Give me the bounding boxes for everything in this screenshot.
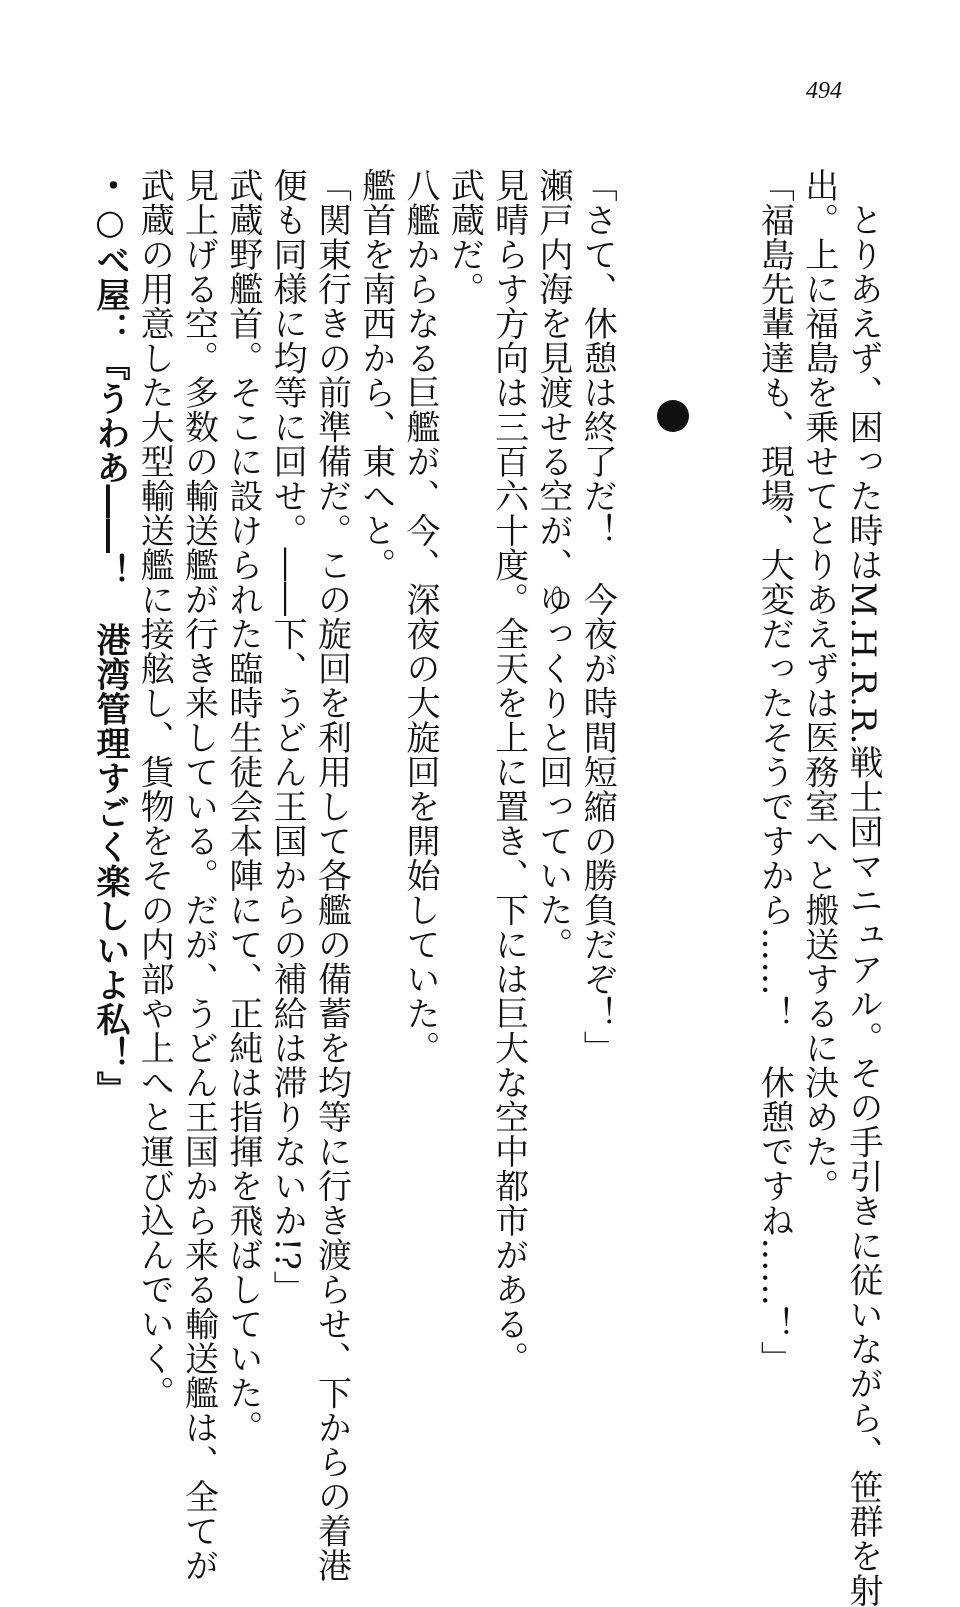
text-line bbox=[619, 168, 663, 1298]
text-line: 艦首を南西から、東へと。 bbox=[355, 168, 396, 582]
text-line: とりあえず、困った時はM.H.R.R.戦士団マニュアル。その手引きに従いながら、笹群を射 bbox=[843, 168, 883, 1607]
text-line: 見晴らす方向は三百六十度。全天を上に置き、下には巨大な空中都市がある。 bbox=[488, 168, 529, 1376]
page-number: 494 bbox=[806, 78, 842, 104]
text-line: 八艦からなる巨艦が、今、深夜の大旋回を開始していた。 bbox=[400, 168, 441, 1065]
text-line: 「さて、休憩は終了だ！ 今夜が時間短縮の勝負だぞ！」 bbox=[577, 168, 618, 1065]
text-line: 「福島先輩達も、現場、大変だったそうですから……！ 休憩ですね……！」 bbox=[754, 168, 795, 1376]
text-line: 便も同様に均等に回せ。――下、うどん王国からの補給は滞りないか!?」 bbox=[267, 168, 308, 1305]
vertical-text-body bbox=[89, 168, 885, 1607]
text-line: ・○べ屋：『うわあ――！ 港湾管理すごく楽しいよ私！』 bbox=[89, 168, 130, 1106]
text-line bbox=[664, 168, 708, 1298]
text-line: 出。上に福島を乗せてとりあえずは医務室へと搬送するに決めた。 bbox=[798, 168, 839, 1203]
text-line: 瀬戸内海を見渡せる空が、ゆっくりと回っていた。 bbox=[532, 168, 573, 962]
text-line: 「関東行きの前準備だ。この旋回を利用して各艦の備蓄を均等に行き渡らせ、下からの着港 bbox=[311, 168, 352, 1583]
text-line: 武蔵の用意した大型輸送艦に接舷し、貨物をその内部や上へと運び込んでいく。 bbox=[134, 168, 175, 1410]
text-line: 見上げる空。多数の輸送艦が行き来している。だが、うどん王国から来る輸送艦は、全てが bbox=[178, 168, 219, 1583]
text-line bbox=[708, 168, 752, 1298]
text-line: 武蔵だ。 bbox=[444, 168, 485, 306]
text-line: 武蔵野艦首。そこに設けられた臨時生徒会本陣にて、正純は指揮を飛ばしていた。 bbox=[222, 168, 263, 1445]
